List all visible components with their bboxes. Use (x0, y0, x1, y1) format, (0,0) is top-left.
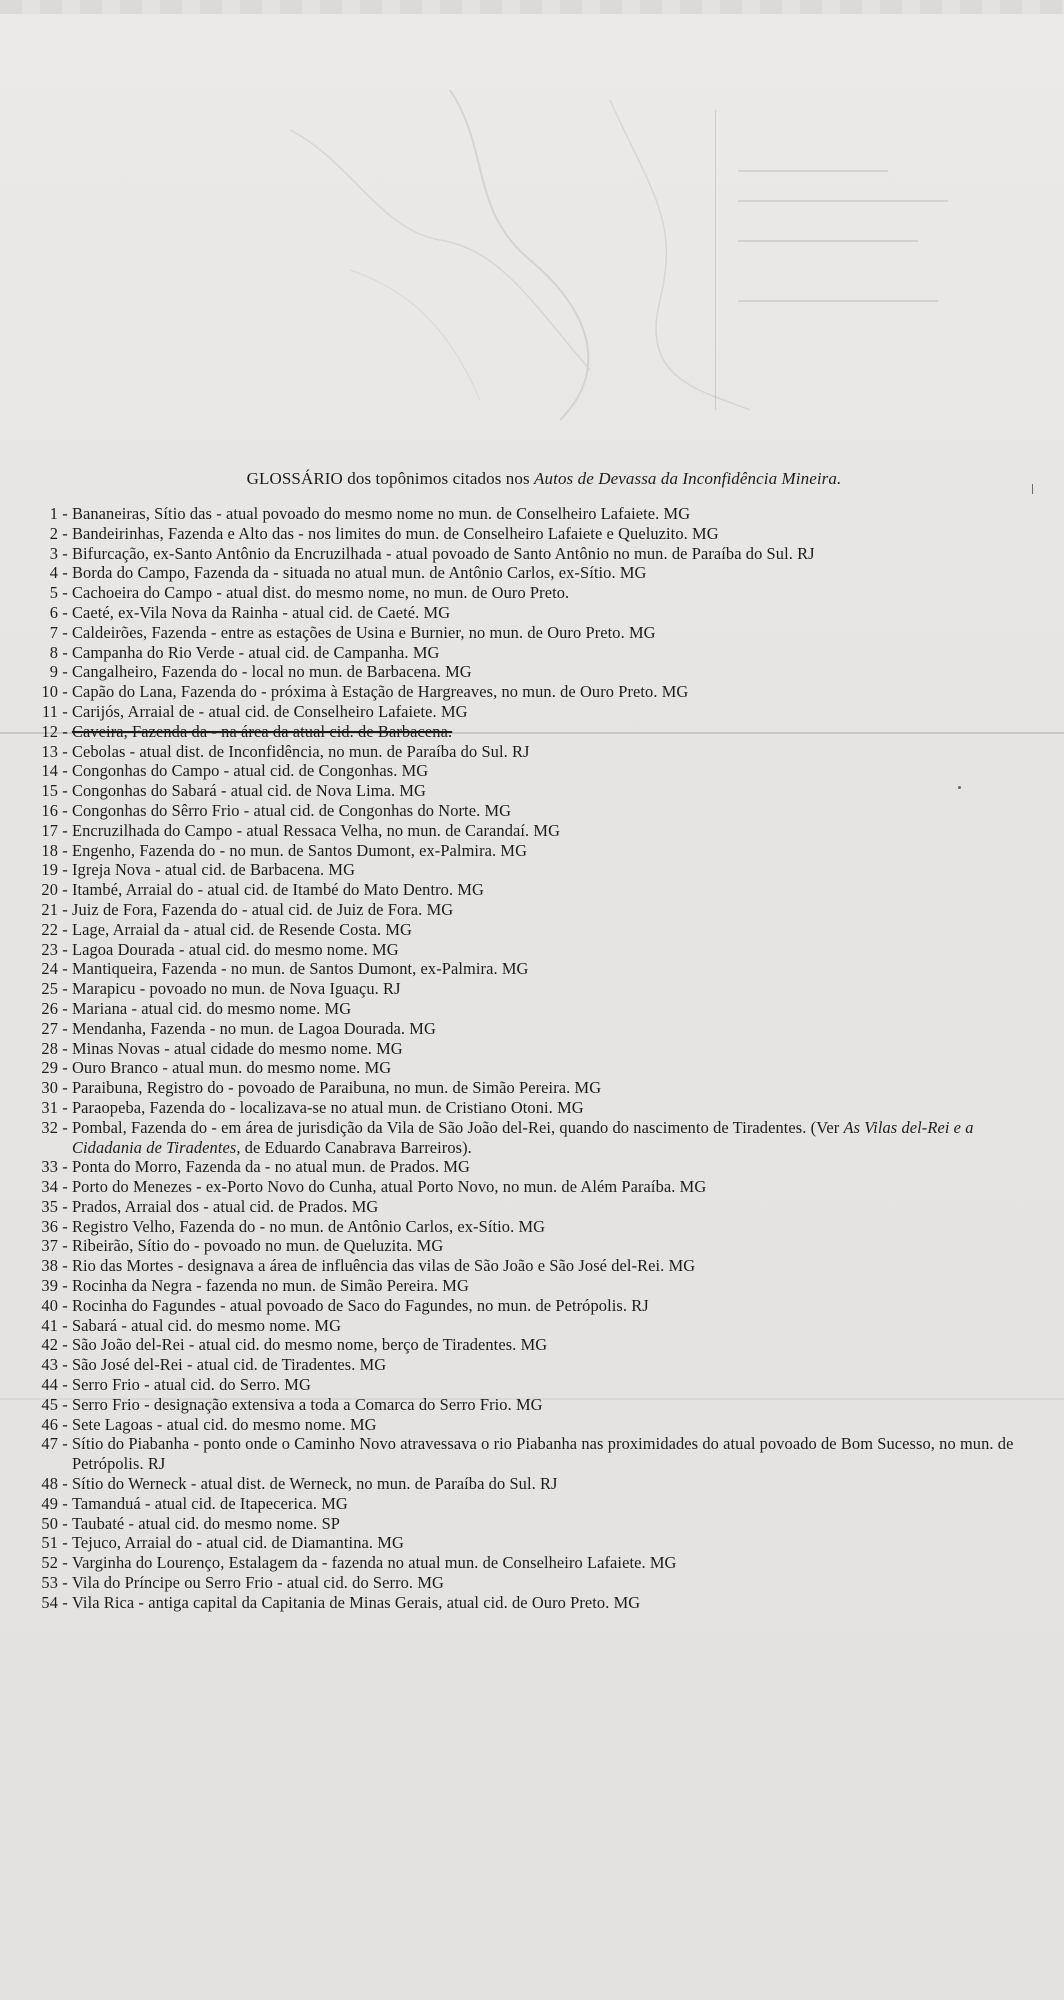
entry-separator: - (58, 761, 72, 781)
entry-description: Ribeirão, Sítio do - povoado no mun. de Queluzita. MG (71, 1236, 444, 1256)
entry-number: 14 (41, 761, 58, 781)
entry-text (72, 940, 1044, 960)
entry-separator: - (58, 1295, 72, 1315)
entry-separator: - (58, 1434, 72, 1454)
glossary-entry (24, 662, 1044, 682)
entry-separator: - (58, 1533, 72, 1553)
entry-separator: - (58, 840, 72, 860)
entry-text (72, 1573, 1044, 1593)
entry-separator: - (58, 682, 72, 702)
entry-separator: - (58, 662, 72, 682)
entry-number: 12 (41, 721, 58, 741)
glossary-entry (24, 1514, 1044, 1534)
entry-separator: - (58, 1592, 72, 1612)
entry-description: Capão do Lana, Fazenda do - próxima à Estação de Hargreaves, no mun. de Ouro Preto. MG (71, 682, 689, 702)
glossary-entry (24, 801, 1044, 821)
entry-text (72, 563, 1044, 583)
entry-number: 1 (49, 504, 58, 523)
entry-separator: - (58, 1335, 72, 1355)
entry-number: 31 (41, 1097, 58, 1117)
entry-text (72, 821, 1044, 841)
glossary-entry (24, 880, 1044, 900)
entry-separator: - (58, 1493, 72, 1513)
entry-number: 20 (41, 880, 58, 900)
entry-text (72, 801, 1044, 821)
entry-description: Mariana - atual cid. do mesmo nome. MG (71, 998, 352, 1018)
show-through-line (738, 170, 888, 172)
entry-text (72, 1098, 1044, 1118)
entry-text (72, 1118, 1044, 1158)
entry-description: Sítio do Piabanha - ponto onde o Caminho Novo atravessava o rio Piabanha nas proximidades do atual povoado de Bom Sucesso, no mun. de Petrópolis. RJ (71, 1434, 1014, 1474)
entry-text (72, 1514, 1044, 1534)
ink-dot (958, 786, 961, 789)
entry-number: 28 (41, 1038, 58, 1058)
entry-description: Mendanha, Fazenda - no mun. de Lagoa Dourada. MG (71, 1018, 436, 1038)
glossary-entry (24, 1058, 1044, 1078)
entry-text (72, 880, 1044, 900)
entry-description: Ouro Branco - atual mun. do mesmo nome. MG (71, 1058, 392, 1078)
torn-top-edge (0, 0, 1064, 14)
entry-number: 3 (49, 543, 58, 563)
entry-description: Sete Lagoas - atual cid. do mesmo nome. MG (71, 1414, 377, 1434)
entry-separator: - (58, 721, 72, 741)
entry-text (72, 1533, 1044, 1553)
entry-description: Congonhas do Sabará - atual cid. de Nova Lima. MG (71, 781, 426, 801)
entry-description: Encruzilhada do Campo - atual Ressaca Velha, no mun. de Carandaí. MG (71, 820, 561, 840)
glossary-entry (24, 1039, 1044, 1059)
entry-description: Varginha do Lourenço, Estalagem da - fazenda no atual mun. de Conselheiro Lafaiete. MG (71, 1553, 677, 1573)
entry-number: 4 (49, 563, 58, 583)
entry-text (72, 1375, 1044, 1395)
entry-description: Carijós, Arraial de - atual cid. de Conselheiro Lafaiete. MG (71, 701, 468, 721)
entry-number: 42 (41, 1335, 58, 1355)
glossary-entry (24, 643, 1044, 663)
entry-text (72, 1415, 1044, 1435)
entry-description: Lage, Arraial da - atual cid. de Resende Costa. MG (71, 919, 412, 939)
entry-separator: - (58, 1216, 72, 1236)
entry-text (72, 504, 1044, 524)
glossary-entry (24, 1177, 1044, 1197)
entry-text (72, 1296, 1044, 1316)
entry-text (72, 999, 1044, 1019)
glossary-entry (24, 900, 1044, 920)
glossary-entry (24, 920, 1044, 940)
entry-text (72, 682, 1044, 702)
entry-description: Serro Frio - designação extensiva a toda a Comarca do Serro Frio. MG (71, 1394, 543, 1414)
entry-text (72, 1256, 1044, 1276)
entry-separator: - (58, 543, 72, 563)
entry-separator: - (58, 939, 72, 959)
entry-separator: - (58, 1553, 72, 1573)
entry-text (72, 702, 1044, 722)
glossary-title-italic: Autos de Devassa da Inconfidência Mineira. (534, 469, 842, 488)
entry-number: 13 (41, 741, 58, 761)
entry-text (72, 1593, 1044, 1613)
entry-number: 46 (41, 1414, 58, 1434)
entry-number: 32 (41, 1117, 58, 1137)
entry-number: 33 (41, 1157, 58, 1177)
glossary-entries (24, 504, 1044, 1613)
glossary-entry (24, 1573, 1044, 1593)
entry-text (72, 1236, 1044, 1256)
entry-separator: - (58, 1256, 72, 1276)
entry-text (72, 603, 1044, 623)
entry-description: Caeté, ex-Vila Nova da Rainha - atual cid. de Caeté. MG (71, 602, 451, 622)
entry-description: Lagoa Dourada - atual cid. do mesmo nome. MG (71, 939, 399, 959)
glossary-title (24, 468, 1044, 490)
entry-description: Rio das Mortes - designava a área de influência das vilas de São João e São José del-Rei. MG (71, 1256, 696, 1276)
entry-separator: - (58, 899, 72, 919)
entry-description: Mantiqueira, Fazenda - no mun. de Santos Dumont, ex-Palmira. MG (71, 959, 529, 979)
entry-number: 15 (41, 781, 58, 801)
entry-description-continued: de Eduardo Canabrava Barreiros). (240, 1137, 472, 1157)
glossary-entry (24, 1494, 1044, 1514)
entry-separator: - (58, 602, 72, 622)
entry-description: Caldeirões, Fazenda - entre as estações de Usina e Burnier, no mun. de Ouro Preto. MG (71, 622, 656, 642)
entry-separator: - (58, 1157, 72, 1177)
entry-description: Congonhas do Campo - atual cid. de Congonhas. MG (71, 761, 429, 781)
glossary-entry (24, 821, 1044, 841)
entry-number: 7 (49, 622, 58, 642)
entry-description: Engenho, Fazenda do - no mun. de Santos Dumont, ex-Palmira. MG (71, 840, 528, 860)
entry-text (72, 1434, 1044, 1474)
glossary-entry (24, 959, 1044, 979)
glossary-entry (24, 1474, 1044, 1494)
entry-number: 10 (41, 682, 58, 702)
entry-number: 11 (42, 701, 58, 721)
entry-description: Campanha do Rio Verde - atual cid. de Campanha. MG (71, 642, 440, 662)
entry-separator: - (58, 642, 72, 662)
entry-description: Marapicu - povoado no mun. de Nova Iguaçu. RJ (71, 979, 401, 999)
glossary-entry (24, 1217, 1044, 1237)
entry-text (72, 1276, 1044, 1296)
entry-separator: - (58, 919, 72, 939)
entry-number: 25 (41, 979, 58, 999)
entry-text (72, 1335, 1044, 1355)
entry-number: 24 (41, 959, 58, 979)
entry-text (72, 722, 1044, 742)
entry-separator: - (58, 781, 72, 801)
entry-text (72, 524, 1044, 544)
entry-number: 26 (41, 998, 58, 1018)
entry-number: 39 (41, 1276, 58, 1296)
glossary-entry (24, 1316, 1044, 1336)
glossary-entry (24, 623, 1044, 643)
entry-text (72, 742, 1044, 762)
entry-separator: - (58, 860, 72, 880)
entry-number: 40 (41, 1295, 58, 1315)
entry-separator: - (58, 1117, 72, 1137)
entry-text (72, 979, 1044, 999)
show-through-line (738, 300, 938, 302)
show-through-line (738, 240, 918, 242)
entry-number: 6 (49, 602, 58, 622)
entry-separator: - (58, 583, 72, 603)
entry-text (72, 1039, 1044, 1059)
entry-number: 18 (41, 840, 58, 860)
entry-description: Congonhas do Sêrro Frio - atual cid. de Congonhas do Norte. MG (71, 800, 512, 820)
entry-separator: - (58, 563, 72, 583)
entry-separator: - (58, 622, 72, 642)
glossary-entry (24, 1335, 1044, 1355)
entry-description: Caveira, Fazenda da - na área da atual cid. de Barbacena. (71, 721, 453, 741)
entry-separator: - (58, 800, 72, 820)
entry-description: Tamanduá - atual cid. de Itapecerica. MG (71, 1493, 348, 1513)
glossary-entry (24, 504, 1044, 524)
glossary-entry (24, 1434, 1044, 1474)
entry-number: 21 (41, 899, 58, 919)
entry-description: Paraopeba, Fazenda do - localizava-se no atual mun. de Cristiano Otoni. MG (71, 1097, 584, 1117)
glossary-entry (24, 1019, 1044, 1039)
entry-separator: - (58, 701, 72, 721)
entry-text (72, 1553, 1044, 1573)
entry-description: Igreja Nova - atual cid. de Barbacena. MG (71, 860, 356, 880)
glossary-entry (24, 1256, 1044, 1276)
glossary-entry (24, 761, 1044, 781)
entry-text (72, 1474, 1044, 1494)
entry-text (72, 860, 1044, 880)
entry-separator: - (58, 998, 72, 1018)
entry-number: 41 (41, 1315, 58, 1335)
glossary-entry (24, 563, 1044, 583)
entry-text (72, 623, 1044, 643)
entry-number: 52 (41, 1553, 58, 1573)
entry-number: 9 (49, 662, 58, 682)
entry-number: 50 (41, 1513, 58, 1533)
entry-description: Vila Rica - antiga capital da Capitania de Minas Gerais, atual cid. de Ouro Preto. MG (71, 1592, 641, 1612)
entry-number: 2 (49, 523, 58, 543)
glossary-entry (24, 1236, 1044, 1256)
entry-number: 47 (41, 1434, 58, 1454)
entry-text (72, 1395, 1044, 1415)
entry-separator: - (58, 1315, 72, 1335)
entry-number: 8 (49, 642, 58, 662)
entry-description: Sabará - atual cid. do mesmo nome. MG (71, 1315, 342, 1335)
entry-number: 5 (49, 583, 58, 603)
entry-number: 16 (41, 800, 58, 820)
entry-text (72, 583, 1044, 603)
glossary-entry (24, 1296, 1044, 1316)
entry-number: 23 (41, 939, 58, 959)
entry-number: 51 (41, 1533, 58, 1553)
entry-number: 54 (41, 1592, 58, 1612)
entry-separator: - (58, 880, 72, 900)
entry-text (72, 761, 1044, 781)
glossary-entry (24, 1197, 1044, 1217)
glossary-entry (24, 1593, 1044, 1613)
entry-description: Rocinha do Fagundes - atual povoado de Saco do Fagundes, no mun. de Petrópolis. RJ (71, 1295, 649, 1315)
entry-number: 45 (41, 1394, 58, 1414)
entry-text (72, 544, 1044, 564)
entry-description: Taubaté - atual cid. do mesmo nome. SP (71, 1513, 341, 1533)
entry-description: Vila do Príncipe ou Serro Frio - atual cid. do Serro. MG (71, 1573, 444, 1593)
glossary-title-text: GLOSSÁRIO dos topônimos citados nos (246, 469, 535, 488)
glossary-entry (24, 781, 1044, 801)
entry-description: Paraibuna, Registro do - povoado de Paraibuna, no mun. de Simão Pereira. MG (71, 1078, 602, 1098)
entry-separator: - (58, 1394, 72, 1414)
entry-number: 36 (41, 1216, 58, 1236)
entry-description: Rocinha da Negra - fazenda no mun. de Simão Pereira. MG (71, 1276, 469, 1296)
entry-separator: - (58, 1038, 72, 1058)
entry-text (72, 1494, 1044, 1514)
glossary-entry (24, 1098, 1044, 1118)
entry-text (72, 1058, 1044, 1078)
entry-number: 53 (41, 1573, 58, 1593)
entry-text (72, 643, 1044, 663)
entry-separator: - (58, 1196, 72, 1216)
entry-description: Porto do Menezes - ex-Porto Novo do Cunha, atual Porto Novo, no mun. de Além Paraíba. MG (71, 1177, 707, 1197)
entry-separator: - (58, 523, 72, 543)
entry-separator: - (58, 1474, 72, 1494)
entry-number: 34 (41, 1177, 58, 1197)
glossary-entry (24, 702, 1044, 722)
show-through-line (738, 200, 948, 202)
entry-number: 17 (41, 820, 58, 840)
entry-number: 48 (41, 1474, 58, 1494)
entry-separator: - (58, 741, 72, 761)
entry-number: 27 (41, 1018, 58, 1038)
glossary (24, 468, 1044, 1613)
entry-text (72, 841, 1044, 861)
entry-separator: - (58, 1513, 72, 1533)
entry-description: Juiz de Fora, Fazenda do - atual cid. de Juiz de Fora. MG (71, 899, 454, 919)
entry-number: 30 (41, 1078, 58, 1098)
entry-separator: - (58, 1058, 72, 1078)
entry-description: Bananeiras, Sítio das - atual povoado do mesmo nome no mun. de Conselheiro Lafaiete. MG (71, 504, 691, 523)
entry-number: 35 (41, 1196, 58, 1216)
glossary-entry (24, 1355, 1044, 1375)
glossary-entry (24, 524, 1044, 544)
entry-description: Minas Novas - atual cidade do mesmo nome. MG (71, 1038, 403, 1058)
entry-separator: - (58, 1018, 72, 1038)
entry-text (72, 1217, 1044, 1237)
entry-separator: - (58, 959, 72, 979)
glossary-entry (24, 1533, 1044, 1553)
entry-separator: - (58, 1573, 72, 1593)
entry-description: Registro Velho, Fazenda do - no mun. de Antônio Carlos, ex-Sítio. MG (71, 1216, 546, 1236)
entry-separator: - (58, 1355, 72, 1375)
entry-description: Prados, Arraial dos - atual cid. de Prados. MG (71, 1196, 379, 1216)
entry-italic-reference: As Vilas del-Rei e a Cidadania de Tiradentes, (71, 1117, 974, 1157)
glossary-entry (24, 860, 1044, 880)
glossary-entry (24, 940, 1044, 960)
entry-separator: - (58, 1236, 72, 1256)
entry-text (72, 1197, 1044, 1217)
entry-number: 19 (41, 860, 58, 880)
glossary-entry (24, 1395, 1044, 1415)
glossary-entry (24, 544, 1044, 564)
entry-description: Bandeirinhas, Fazenda e Alto das - nos limites do mun. de Conselheiro Lafaiete e Queluzito. MG (71, 523, 719, 543)
entry-separator: - (58, 1276, 72, 1296)
glossary-entry (24, 742, 1044, 762)
entry-description: Itambé, Arraial do - atual cid. de Itambé do Mato Dentro. MG (71, 880, 484, 900)
entry-description: São José del-Rei - atual cid. de Tiradentes. MG (71, 1355, 387, 1375)
entry-text (72, 920, 1044, 940)
entry-number: 43 (41, 1355, 58, 1375)
glossary-entry (24, 979, 1044, 999)
glossary-entry (24, 722, 1044, 742)
margin-mark (1032, 484, 1033, 494)
glossary-entry (24, 603, 1044, 623)
entry-text (72, 1078, 1044, 1098)
entry-separator: - (58, 504, 72, 523)
entry-description: Sítio do Werneck - atual dist. de Werneck, no mun. de Paraíba do Sul. RJ (71, 1474, 558, 1494)
entry-separator: - (58, 1414, 72, 1434)
entry-number: 38 (41, 1256, 58, 1276)
glossary-entry (24, 1415, 1044, 1435)
entry-description: Cachoeira do Campo - atual dist. do mesmo nome, no mun. de Ouro Preto. (71, 583, 570, 603)
entry-description: Bifurcação, ex-Santo Antônio da Encruzilhada - atual povoado de Santo Antônio no mun. de Paraíba do Sul. RJ (71, 543, 815, 563)
entry-description: Borda do Campo, Fazenda da - situada no atual mun. de Antônio Carlos, ex-Sítio. MG (71, 563, 647, 583)
entry-description: Tejuco, Arraial do - atual cid. de Diamantina. MG (71, 1533, 404, 1553)
entry-description: Cangalheiro, Fazenda do - local no mun. de Barbacena. MG (71, 662, 472, 682)
glossary-entry (24, 682, 1044, 702)
entry-text (72, 1177, 1044, 1197)
entry-separator: - (58, 1177, 72, 1197)
entry-separator: - (58, 1097, 72, 1117)
entry-text (72, 781, 1044, 801)
glossary-entry (24, 1276, 1044, 1296)
glossary-entry (24, 1118, 1044, 1158)
show-through-panel (715, 110, 1016, 410)
glossary-entry (24, 583, 1044, 603)
entry-number: 29 (41, 1058, 58, 1078)
entry-text (72, 900, 1044, 920)
entry-description: Serro Frio - atual cid. do Serro. MG (71, 1375, 311, 1395)
glossary-entry (24, 841, 1044, 861)
entry-text (72, 1157, 1044, 1177)
entry-description: Pombal, Fazenda do - em área de jurisdição da Vila de São João del-Rei, quando do nascimento de Tiradentes. (Ver (71, 1117, 844, 1137)
entry-separator: - (58, 1375, 72, 1395)
entry-description: São João del-Rei - atual cid. do mesmo nome, berço de Tiradentes. MG (71, 1335, 548, 1355)
glossary-entry (24, 1078, 1044, 1098)
entry-text (72, 662, 1044, 682)
glossary-entry (24, 1375, 1044, 1395)
entry-text (72, 1355, 1044, 1375)
glossary-entry (24, 1553, 1044, 1573)
glossary-entry (24, 999, 1044, 1019)
entry-text (72, 959, 1044, 979)
entry-text (72, 1316, 1044, 1336)
entry-number: 44 (41, 1375, 58, 1395)
entry-text (72, 1019, 1044, 1039)
entry-description: Cebolas - atual dist. de Inconfidência, no mun. de Paraíba do Sul. RJ (71, 741, 530, 761)
entry-number: 49 (41, 1493, 58, 1513)
entry-number: 22 (41, 919, 58, 939)
entry-separator: - (58, 979, 72, 999)
entry-separator: - (58, 820, 72, 840)
entry-number: 37 (41, 1236, 58, 1256)
entry-separator: - (58, 1078, 72, 1098)
entry-description: Ponta do Morro, Fazenda da - no atual mun. de Prados. MG (71, 1157, 470, 1177)
glossary-entry (24, 1157, 1044, 1177)
